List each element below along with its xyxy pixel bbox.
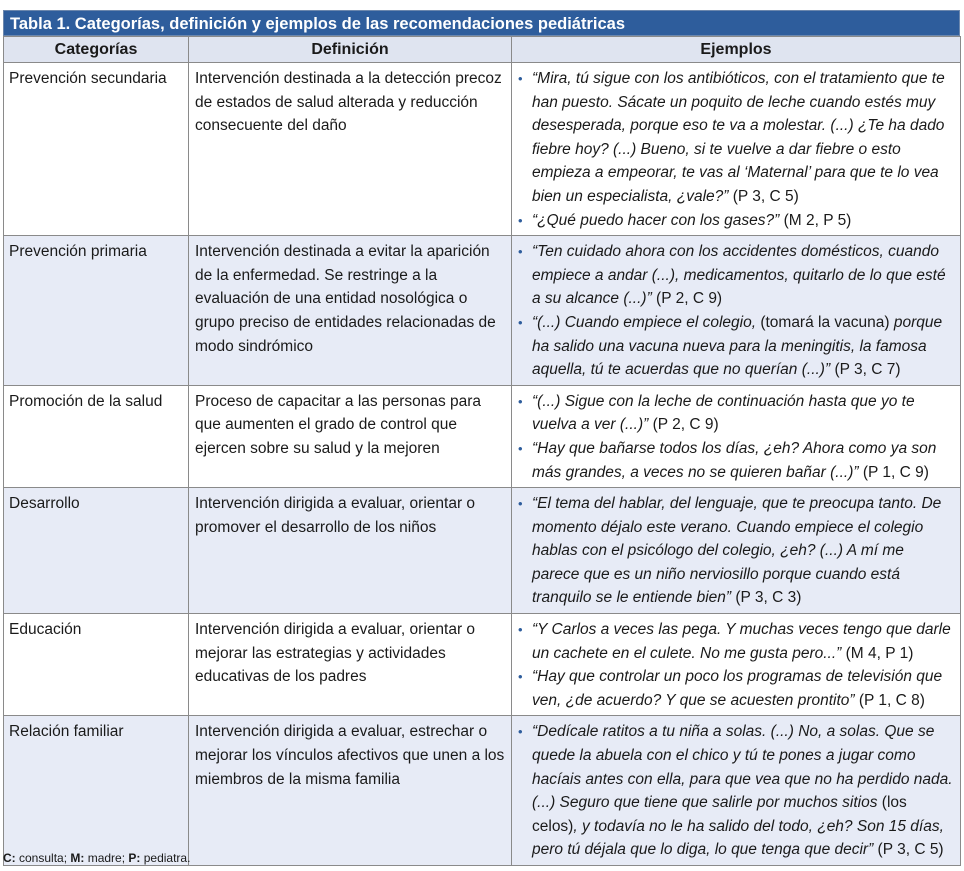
category-cell: Desarrollo (4, 488, 189, 614)
example-text (532, 311, 954, 382)
quote-text: “¿Qué puedo hacer con los gases?” (532, 211, 780, 229)
example-text (532, 67, 954, 209)
quote-text: “Y Carlos a veces las pega. Y muchas veces tengo que darle un cachete en el culete. No me gusta pero...” (532, 621, 951, 662)
examples-cell (512, 614, 961, 716)
footnote-value: consulta; (15, 851, 71, 865)
table-container (3, 10, 960, 866)
header-categorias: Categorías (4, 37, 189, 63)
reference-text: (los celos) (532, 794, 907, 835)
reference-text: (P 3, C 3) (731, 589, 802, 607)
example-item (518, 240, 954, 311)
bullet-icon: • (518, 496, 523, 512)
bullet-icon: • (518, 71, 523, 86)
bullet-icon: • (518, 622, 523, 638)
footnote (3, 851, 190, 865)
reference-text: (M 4, P 1) (841, 644, 914, 662)
table-row (4, 63, 961, 236)
table-row (4, 488, 961, 614)
category-cell: Promoción de la salud (4, 385, 189, 487)
example-text (532, 209, 954, 233)
reference-text: (P 2, C 9) (648, 416, 719, 434)
example-item (518, 720, 954, 862)
reference-text: (P 3, C 7) (830, 361, 901, 379)
example-item (518, 492, 954, 610)
examples-cell (512, 63, 961, 236)
definition-cell: Intervención dirigida a evaluar, orientar o mejorar las estrategias y actividades educativas de los padres (189, 614, 512, 716)
example-item (518, 390, 954, 437)
example-item (518, 209, 954, 233)
example-item (518, 437, 954, 484)
footnote-value: madre; (84, 851, 129, 865)
bullet-icon: • (518, 440, 523, 456)
example-text (532, 618, 954, 665)
example-item (518, 665, 954, 712)
footnote-value: pediatra. (140, 851, 191, 865)
quote-text: “Ten cuidado ahora con los accidentes domésticos, cuando empiece a andar (...), medicamentos, quitarlo de lo que esté a su alcance (...)” (532, 243, 946, 308)
category-cell: Relación familiar (4, 716, 189, 866)
quote-text: “(...) Cuando empiece el colegio, (532, 313, 761, 331)
quote-text: “El tema del hablar, del lenguaje, que te preocupa tanto. De momento déjalo este verano. Cuando empiece el colegio hablas con el psicólogo del colegio, ¿eh? (...) A mí me parece que es un niño nerviosillo porque cuando está tranquilo se le entiende bien” (532, 495, 942, 607)
table-title: Tabla 1. Categorías, definición y ejemplos de las recomendaciones pediátricas (3, 10, 960, 36)
footnote-key: C: (3, 851, 16, 865)
definition-cell: Intervención destinada a evitar la aparición de la enfermedad. Se restringe a la evaluación de una entidad nosológica o grupo preciso de entidades relacionadas de modo sindrómico (189, 236, 512, 386)
table-row (4, 716, 961, 866)
example-text (532, 720, 954, 862)
quote-text: “Hay que controlar un poco los programas de televisión que ven, ¿de acuerdo? Y que se acuesten prontito” (532, 668, 943, 709)
example-text (532, 437, 954, 484)
header-definicion: Definición (189, 37, 512, 63)
table-header-row (4, 37, 961, 63)
examples-cell (512, 488, 961, 614)
examples-cell (512, 385, 961, 487)
reference-text: (M 2, P 5) (779, 211, 852, 229)
bullet-icon: • (518, 212, 523, 228)
category-cell: Prevención secundaria (4, 63, 189, 236)
reference-text: (P 1, C 9) (858, 463, 929, 481)
table-row (4, 614, 961, 716)
category-cell: Educación (4, 614, 189, 716)
example-text (532, 390, 954, 437)
bullet-icon: • (518, 393, 523, 409)
definition-cell: Intervención destinada a la detección precoz de estados de salud alterada y reducción consecuente del daño (189, 63, 512, 236)
example-item (518, 311, 954, 382)
quote-text: “(...) Sigue con la leche de continuación hasta que yo te vuelva a ver (...)” (532, 392, 915, 434)
footnote-key: M: (70, 851, 85, 865)
example-text (532, 240, 954, 311)
definition-cell: Proceso de capacitar a las personas para que aumenten el grado de control que ejercen sobre su salud y la mejoren (189, 385, 512, 487)
reference-text: (tomará la vacuna) (760, 313, 894, 331)
bullet-icon: • (518, 669, 523, 685)
reference-text: (P 3, C 5) (728, 187, 799, 205)
quote-text: porque ha salido una vacuna nueva para la meningitis, la famosa aquella, tú te acuerdas que no querían (...)” (532, 313, 943, 379)
quote-text: “Mira, tú sigue con los antibióticos, con el tratamiento que te han puesto. Sácate un poquito de leche cuando estés muy desesperada, porque eso te va a molestar. (...) ¿Te ha dado fiebre hoy? (...) Bueno, si te vuelve a dar fiebre o esto empieza a empeorar, te vas al ‘Maternal’ para que te lo vea bien un especialista, ¿vale?” (532, 70, 945, 205)
bullet-icon: • (518, 244, 523, 260)
examples-cell (512, 716, 961, 866)
bullet-icon: • (518, 724, 523, 740)
quote-text: “Hay que bañarse todos los días, ¿eh? Ahora como ya son más grandes, a veces no se quieren bañar (...)” (532, 439, 937, 481)
category-cell: Prevención primaria (4, 236, 189, 386)
quote-text: , y todavía no le ha salido del todo, ¿eh? Son 15 días, pero tú déjala que lo diga, lo que tenga que decir” (532, 817, 944, 859)
example-item (518, 67, 954, 209)
table-row (4, 236, 961, 386)
definition-cell: Intervención dirigida a evaluar, orientar o promover el desarrollo de los niños (189, 488, 512, 614)
header-ejemplos: Ejemplos (512, 37, 961, 63)
recommendations-table (3, 36, 961, 866)
reference-text: (P 3, C 5) (873, 841, 944, 859)
example-text (532, 492, 954, 610)
definition-cell: Intervención dirigida a evaluar, estrechar o mejorar los vínculos afectivos que unen a los miembros de la misma familia (189, 716, 512, 866)
reference-text: (P 1, C 8) (854, 691, 925, 709)
table-row (4, 385, 961, 487)
reference-text: (P 2, C 9) (651, 290, 723, 308)
footnote-key: P: (128, 851, 141, 865)
quote-text: “Dedícale ratitos a tu niña a solas. (...) No, a solas. Que se quede la abuela con el chico y tú te pones a jugar como hacíais antes con ella, para que vea que no ha perdido nada. (...) Seguro que tiene que salirle por muchos sitios (532, 723, 953, 812)
examples-cell (512, 236, 961, 386)
bullet-icon: • (518, 314, 523, 330)
example-text (532, 665, 954, 712)
example-item (518, 618, 954, 665)
